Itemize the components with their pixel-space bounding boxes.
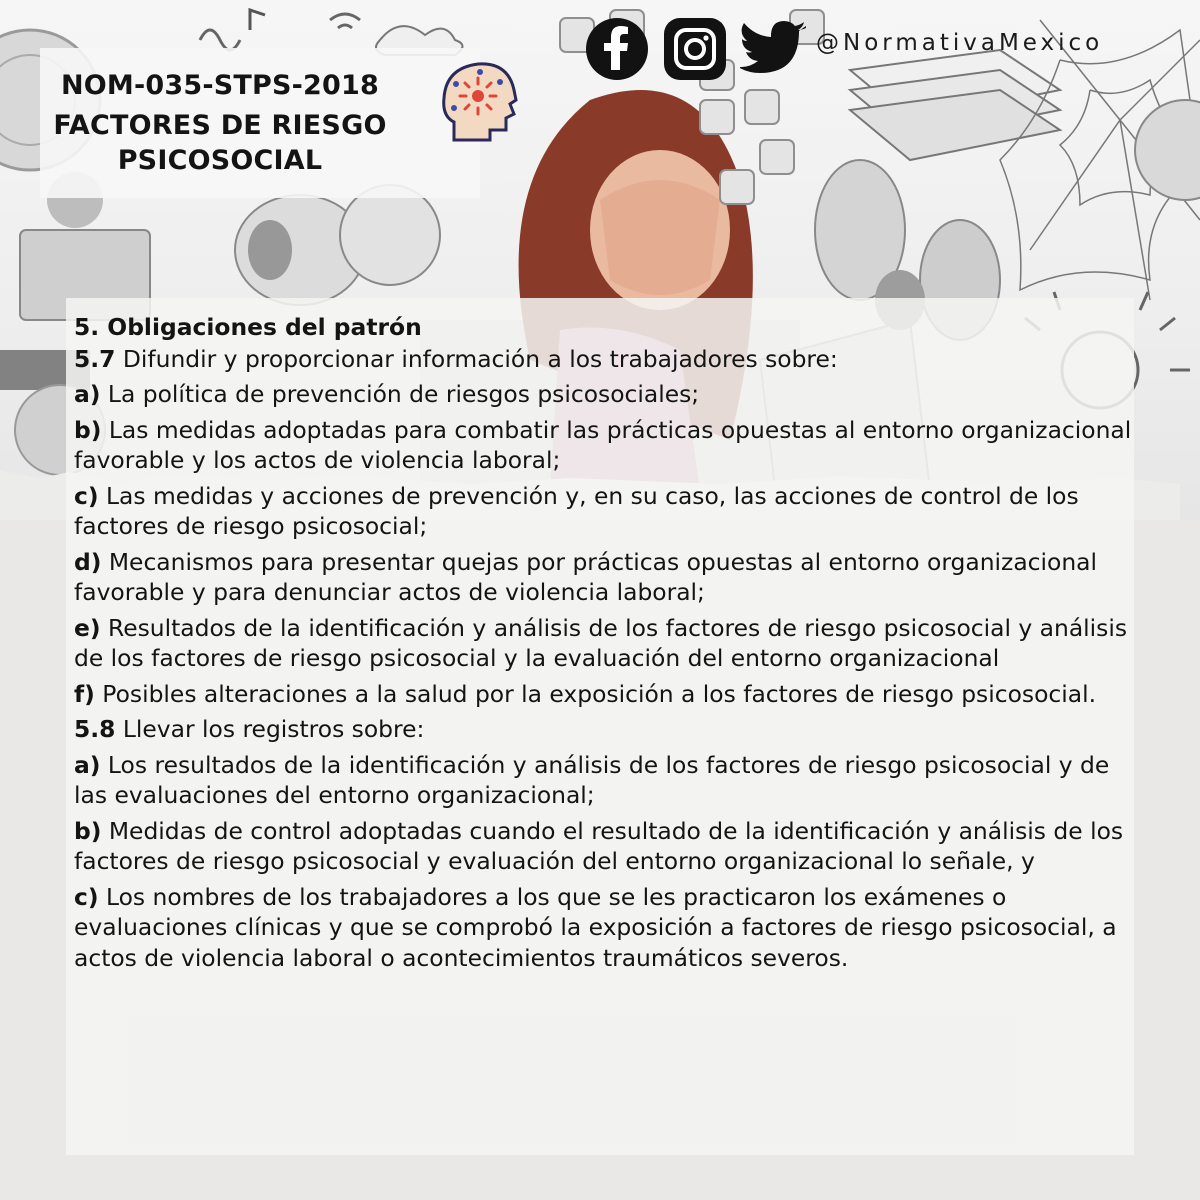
section-text: Difundir y proporcionar información a los trabajadores sobre: [115,344,838,373]
item-key: b) [74,816,102,845]
poster-title-line-2: FACTORES DE RIESGO [53,110,387,141]
item-key: a) [74,750,101,779]
section-number: 5.8 [74,715,116,743]
list-item [74,750,1132,811]
item-text: Posibles alteraciones a la salud por la exposición a los factores de riesgo psicosocial. [94,679,1097,708]
poster-title-line-3: PSICOSOCIAL [117,145,323,176]
item-text: Los resultados de la identificación y análisis de los factores de riesgo psicosocial y de las evaluaciones del entorno organizacional; [74,750,1110,809]
content-panel [66,298,1134,1155]
brain-stress-icon [440,62,518,146]
section-text: Llevar los registros sobre: [115,715,425,743]
list-item [74,816,1132,877]
instagram-icon[interactable] [664,18,726,80]
section-5-7 [74,344,1132,375]
item-key: e) [74,613,101,642]
item-text: Los nombres de los trabajadores a los que se les practicaron los exámenes o evaluaciones clínicas y que se comprobó la exposición a factores de riesgo psicosocial, a actos de violencia laboral o acontecimientos traumáticos severos. [74,882,1117,972]
list-item [74,547,1132,608]
twitter-icon[interactable] [740,18,808,80]
list-item [74,415,1132,476]
item-key: d) [74,547,102,576]
item-text: La política de prevención de riesgos psicosociales; [100,380,700,408]
item-key: f) [74,679,95,708]
social-handle[interactable]: @NormativaMexico [816,30,1104,56]
section-number: 5.7 [74,344,116,373]
item-text: Mecanismos para presentar quejas por prácticas opuestas al entorno organizacional favorable y para denunciar actos de violencia laboral; [74,547,1097,606]
item-text: Las medidas y acciones de prevención y, en su caso, las acciones de control de los factores de riesgo psicosocial; [74,481,1079,540]
poster-title-line-1: NOM-035-STPS-2018 [60,70,380,101]
item-key: c) [74,481,99,510]
item-text: Resultados de la identificación y análisis de los factores de riesgo psicosocial y análisis de los factores de riesgo psicosocial y la evaluación del entorno organizacional [74,613,1128,672]
list-item [74,481,1132,542]
item-key: b) [74,415,102,444]
list-item [74,679,1132,710]
list-item [74,379,1132,410]
item-key: a) [74,380,101,408]
content-text [74,312,1132,978]
item-text: Medidas de control adoptadas cuando el resultado de la identificación y análisis de los factores de riesgo psicosocial y evaluación del entorno organizacional lo señale, y [74,816,1124,875]
section-5-8 [74,714,1132,745]
item-key: c) [74,882,99,911]
section-title: 5. Obligaciones del patrón [74,313,422,341]
item-text: Las medidas adoptadas para combatir las prácticas opuestas al entorno organizacional favorable y los actos de violencia laboral; [74,415,1132,474]
list-item [74,613,1132,674]
facebook-icon[interactable] [586,18,648,80]
list-item [74,882,1132,974]
